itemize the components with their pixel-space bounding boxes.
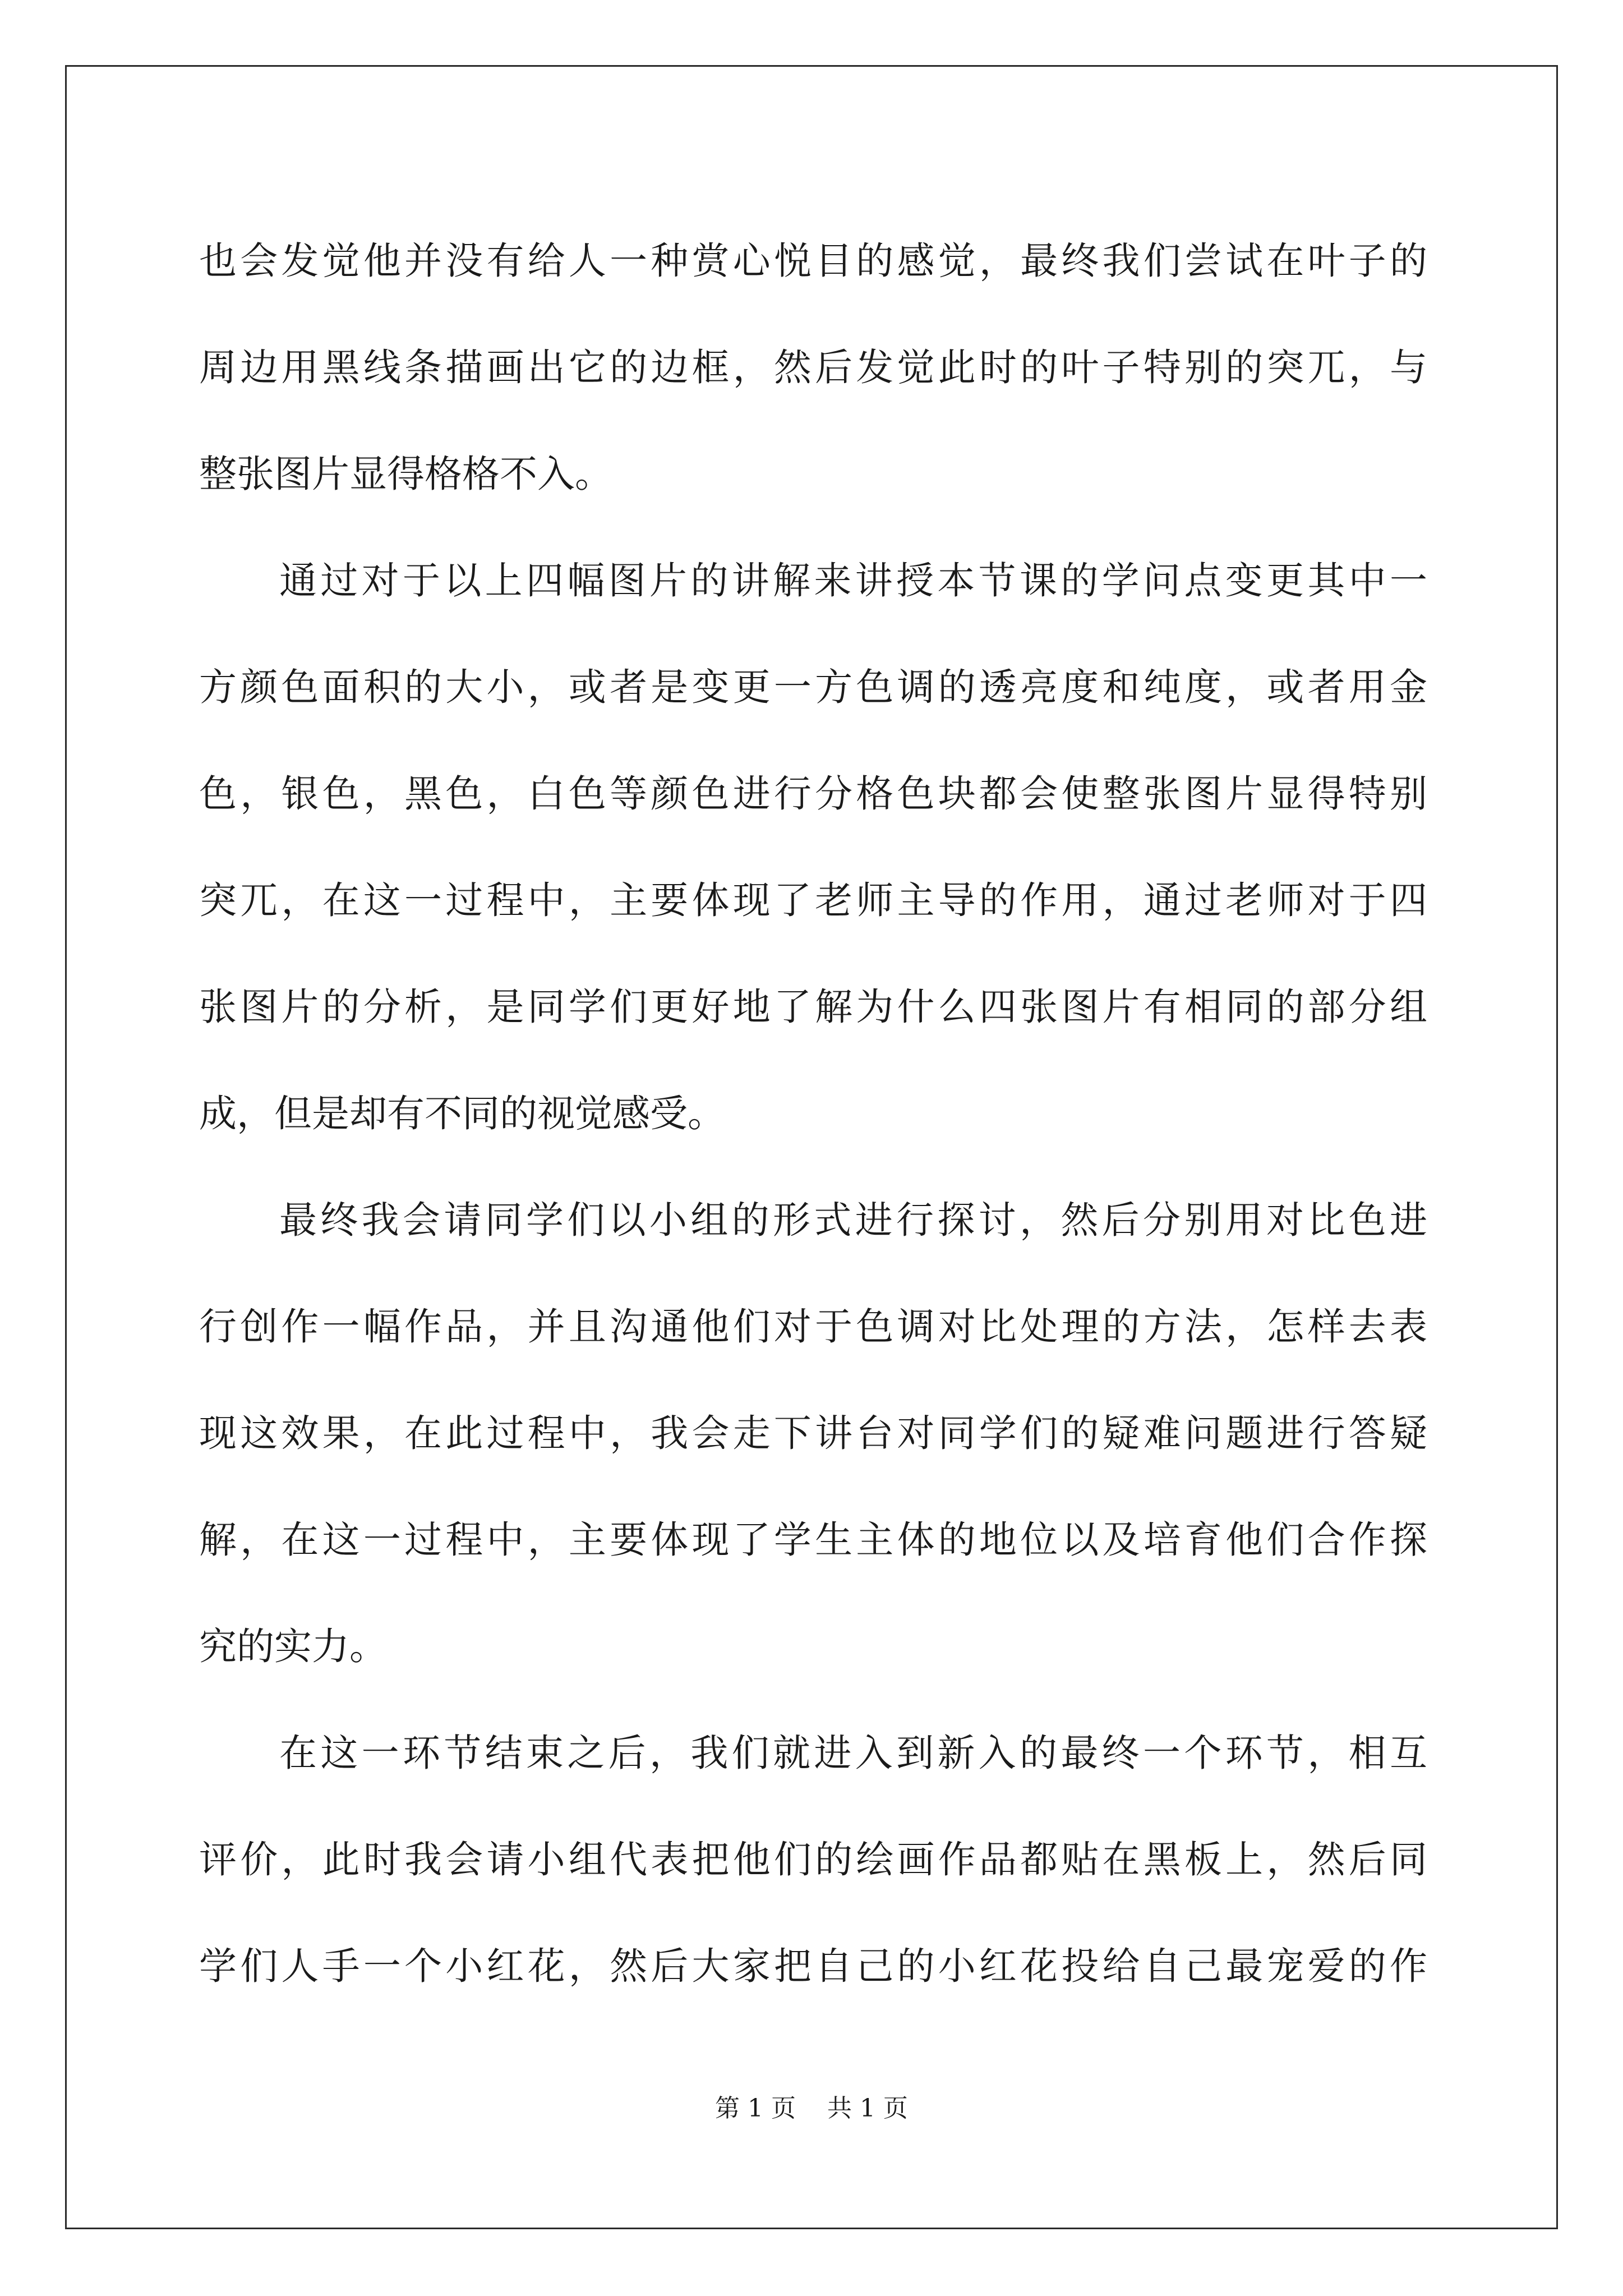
paragraph-line: 方颜色面积的大小，或者是变更一方色调的透亮度和纯度，或者用金: [199, 665, 1427, 709]
paragraph-line: 最终我会请同学们以小组的形式进行探讨，然后分别用对比色进: [279, 1198, 1427, 1242]
paragraph-line: 评价，此时我会请小组代表把他们的绘画作品都贴在黑板上，然后同: [199, 1838, 1427, 1881]
page-number-footer: 第 1 页 共 1 页: [715, 2094, 908, 2123]
paragraph-line: 行创作一幅作品，并且沟通他们对于色调对比处理的方法，怎样去表: [199, 1305, 1427, 1349]
paragraph-line: 通过对于以上四幅图片的讲解来讲授本节课的学问点变更其中一: [279, 559, 1427, 602]
paragraph-line: 学们人手一个小红花，然后大家把自己的小红花投给自己最宠爱的作: [199, 1944, 1427, 1988]
document-body: [199, 208, 1427, 2019]
paragraph-line: 也会发觉他并没有给人一种赏心悦目的感觉，最终我们尝试在叶子的: [199, 239, 1427, 283]
paragraph-line: 色，银色，黑色，白色等颜色进行分格色块都会使整张图片显得特别: [199, 772, 1427, 816]
paragraph-line: 在这一环节结束之后，我们就进入到新入的最终一个环节，相互: [279, 1731, 1427, 1775]
paragraph-line: 究的实力。: [199, 1625, 387, 1668]
paragraph-line: 整张图片显得格格不入。: [199, 452, 612, 496]
paragraph-line: 张图片的分析，是同学们更好地了解为什么四张图片有相同的部分组: [199, 985, 1427, 1029]
paragraph-line: 现这效果，在此过程中，我会走下讲台对同学们的疑难问题进行答疑: [199, 1411, 1427, 1455]
paragraph-line: 解，在这一过程中，主要体现了学生主体的地位以及培育他们合作探: [199, 1518, 1427, 1562]
paragraph-line: 成，但是却有不同的视觉感受。: [199, 1092, 725, 1135]
paragraph-line: 周边用黑线条描画出它的边框，然后发觉此时的叶子特别的突兀，与: [199, 346, 1427, 389]
paragraph-line: 突兀，在这一过程中，主要体现了老师主导的作用，通过老师对于四: [199, 878, 1427, 922]
